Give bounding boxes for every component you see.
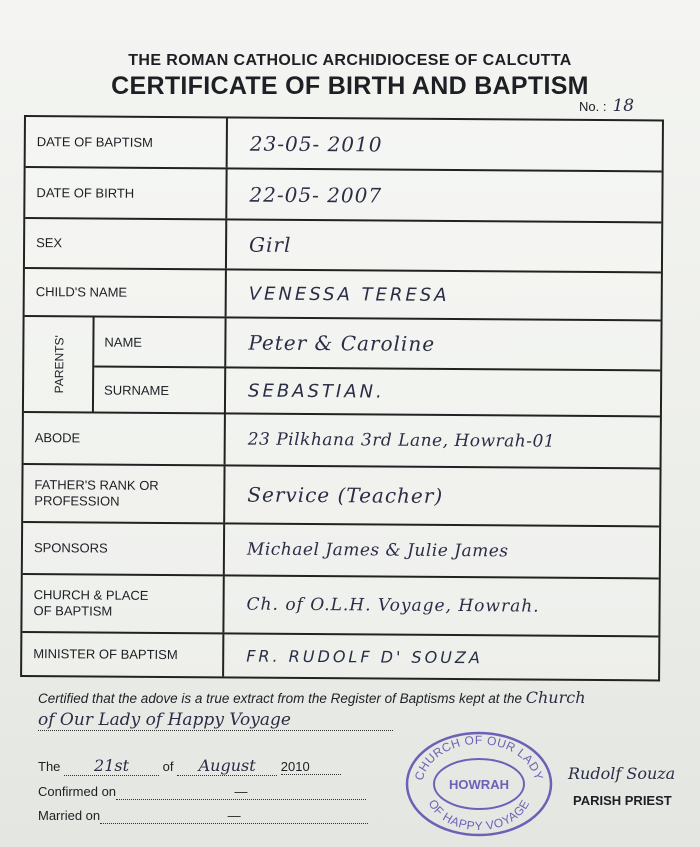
label-minister: MINISTER OF BAPTISM	[22, 633, 224, 676]
label-parents-name: NAME	[94, 317, 226, 366]
parents-label: PARENTS'	[52, 335, 67, 394]
value-childs-name: VENESSA TERESA	[248, 283, 450, 306]
value-parents-name: Peter & Caroline	[248, 330, 436, 356]
label-parents-surname: SURNAME	[94, 365, 226, 414]
confirmed-label: Confirmed on	[38, 784, 117, 799]
row-sex	[25, 219, 661, 273]
number-label: No. :	[579, 99, 607, 114]
parents-side-label	[24, 317, 95, 411]
church-seal	[404, 731, 554, 837]
value-date-of-baptism: 23-05- 2010	[249, 131, 383, 157]
certificate-number	[579, 96, 634, 116]
seal-top-text: CHURCH OF OUR LADY	[411, 732, 547, 783]
row-date-of-birth	[25, 168, 661, 223]
label-church-place-line2: OF BAPTISM	[33, 603, 113, 619]
row-parents	[24, 317, 661, 417]
of-label: of	[162, 759, 174, 774]
confirmed-line	[38, 784, 366, 800]
row-parents-name	[94, 317, 660, 371]
year-value: 2010	[281, 759, 341, 775]
certified-place-line	[38, 710, 393, 731]
row-church-place	[22, 575, 658, 637]
value-sponsors: Michael James & Julie James	[246, 539, 509, 562]
label-father-profession	[23, 465, 225, 522]
parish-priest-label: PARISH PRIEST	[573, 793, 672, 808]
certified-place-1: Church	[525, 688, 586, 707]
certified-text: Certified that the adove is a true extract from the Register of Baptisms kept at the	[38, 691, 522, 706]
row-father-profession	[23, 465, 659, 527]
value-abode: 23 Pilkhana 3rd Lane, Howrah-01	[247, 429, 556, 452]
married-line	[38, 808, 368, 824]
label-sponsors: SPONSORS	[23, 523, 225, 574]
row-parents-surname	[94, 365, 660, 417]
day-value: 21st	[64, 756, 159, 776]
value-father-profession: Service (Teacher)	[247, 482, 444, 508]
married-label: Married on	[38, 808, 101, 823]
row-childs-name	[25, 269, 661, 321]
value-minister: FR. RUDOLF D' SOUZA	[246, 646, 483, 667]
label-father-profession-line2: PROFESSION	[34, 493, 120, 509]
number-value: 18	[612, 96, 635, 116]
value-date-of-birth: 22-05- 2007	[249, 182, 383, 208]
label-date-of-birth: DATE OF BIRTH	[25, 168, 227, 218]
label-father-profession-line1: FATHER'S RANK OR	[34, 477, 159, 493]
certificate-title: CERTIFICATE OF BIRTH AND BAPTISM	[111, 72, 589, 100]
value-church-place: Ch. of O.L.H. Voyage, Howrah.	[246, 594, 540, 617]
label-date-of-baptism: DATE OF BAPTISM	[26, 117, 228, 167]
the-label: The	[38, 759, 61, 774]
label-church-place	[22, 575, 224, 632]
confirmed-value: —	[116, 784, 366, 800]
label-church-place-line1: CHURCH & PLACE	[33, 587, 149, 603]
row-abode	[24, 413, 660, 469]
record-table	[20, 115, 664, 681]
seal-bottom-text: OF HAPPY VOYAGE	[425, 797, 533, 834]
archdiocese-heading: THE ROMAN CATHOLIC ARCHIDIOCESE OF CALCUTTA	[128, 52, 572, 69]
row-minister	[22, 633, 658, 679]
row-sponsors	[23, 523, 659, 579]
seal-center-text: HOWRAH	[449, 777, 509, 792]
label-sex: SEX	[25, 219, 227, 268]
married-value: —	[100, 808, 368, 824]
month-value: August	[177, 756, 277, 776]
label-abode: ABODE	[24, 413, 226, 464]
value-parents-surname: SEBASTIAN.	[248, 380, 385, 403]
certified-place-2: of Our Lady of Happy Voyage	[38, 710, 393, 731]
label-childs-name: CHILD'S NAME	[25, 269, 227, 316]
date-line	[38, 756, 341, 776]
certified-line	[38, 688, 586, 707]
priest-signature: Rudolf Souza	[568, 764, 676, 783]
row-date-of-baptism	[26, 117, 662, 172]
value-sex: Girl	[249, 232, 292, 257]
